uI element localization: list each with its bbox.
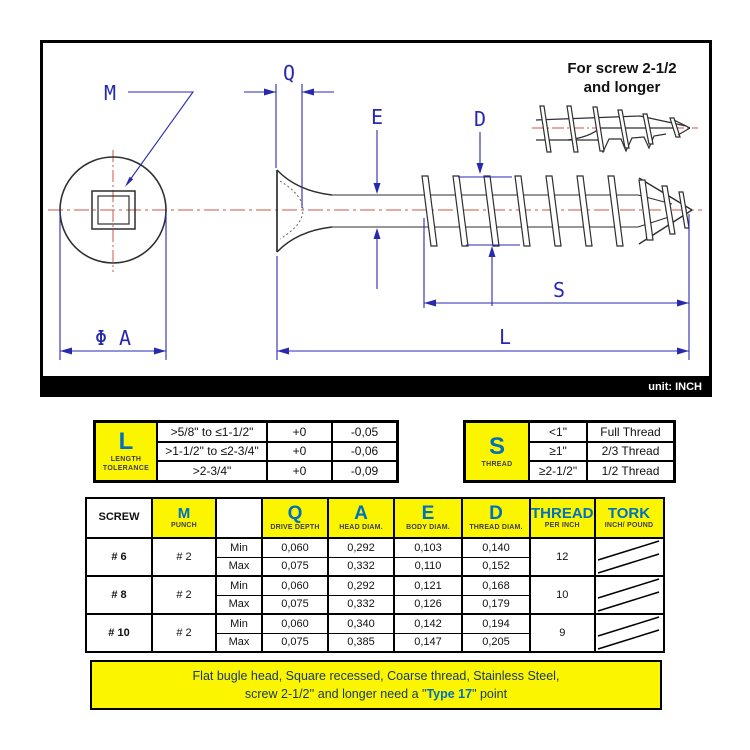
table-row	[86, 538, 664, 557]
unit-label: unit: INCH	[648, 381, 702, 393]
tork-na-cell	[595, 538, 664, 576]
s-value: 1/2 Thread	[587, 461, 674, 481]
e-min: 0,142	[394, 614, 462, 633]
l-table-caption2: TOLERANCE	[102, 465, 150, 473]
e-min: 0,121	[394, 576, 462, 595]
a-min: 0,292	[328, 538, 394, 557]
dim-label-e: E	[370, 105, 384, 129]
l-minus: -0,05	[332, 422, 397, 442]
min-label: Min	[216, 538, 262, 557]
dim-label-s: S	[552, 278, 566, 302]
s-value: Full Thread	[587, 422, 674, 442]
col-header-screw: SCREW	[86, 498, 152, 538]
e-max: 0,147	[394, 633, 462, 652]
q-max: 0,075	[262, 557, 328, 576]
q-min: 0,060	[262, 576, 328, 595]
diagonal-na-marks	[596, 577, 661, 613]
d-min: 0,140	[462, 538, 530, 557]
col-header-blank	[216, 498, 262, 538]
header-thread-sub: PER INCH	[544, 522, 580, 530]
s-range: <1"	[529, 422, 587, 442]
l-range: >1-1/2" to ≤2-3/4"	[157, 442, 267, 462]
a-max: 0,332	[328, 557, 394, 576]
min-label: Min	[216, 614, 262, 633]
a-min: 0,340	[328, 614, 394, 633]
e-max: 0,110	[394, 557, 462, 576]
punch-size: # 2	[152, 576, 216, 614]
l-range: >2-3/4"	[157, 461, 267, 481]
tork-na-cell	[595, 576, 664, 614]
tork-na-cell	[595, 614, 664, 652]
diagonal-na-marks	[596, 615, 661, 651]
col-header-m	[152, 498, 216, 538]
thread-per-inch: 12	[530, 538, 595, 576]
table-row	[86, 576, 664, 595]
col-header-a	[328, 498, 394, 538]
a-min: 0,292	[328, 576, 394, 595]
min-label: Min	[216, 576, 262, 595]
header-q-letter: Q	[287, 503, 303, 525]
d-max: 0,152	[462, 557, 530, 576]
d-min: 0,194	[462, 614, 530, 633]
l-plus: +0	[267, 461, 332, 481]
col-header-e	[394, 498, 462, 538]
note-line2: and longer	[583, 79, 661, 96]
screw-size: # 10	[86, 614, 152, 652]
l-minus: -0,06	[332, 442, 397, 462]
d-min: 0,168	[462, 576, 530, 595]
unit-bar	[41, 376, 711, 396]
col-header-thread	[530, 498, 595, 538]
max-label: Max	[216, 595, 262, 614]
screw-size: # 6	[86, 538, 152, 576]
header-tork-sub: INCH/ POUND	[604, 522, 654, 530]
header-d-letter: D	[489, 503, 503, 525]
header-e-letter: E	[421, 503, 435, 525]
l-plus: +0	[267, 442, 332, 462]
q-min: 0,060	[262, 538, 328, 557]
col-header-tork	[595, 498, 664, 538]
length-tolerance-table	[93, 420, 399, 483]
q-max: 0,075	[262, 595, 328, 614]
q-max: 0,075	[262, 633, 328, 652]
e-max: 0,126	[394, 595, 462, 614]
punch-size: # 2	[152, 538, 216, 576]
q-min: 0,060	[262, 614, 328, 633]
thread-per-inch: 10	[530, 576, 595, 614]
dim-label-d: D	[473, 107, 487, 131]
dim-label-q: Q	[282, 61, 296, 85]
description-line2	[245, 685, 507, 703]
header-d-sub: THREAD DIAM.	[469, 524, 523, 532]
l-table-code: L	[118, 428, 134, 456]
description-banner	[90, 660, 662, 710]
s-value: 2/3 Thread	[587, 442, 674, 462]
l-table-header	[95, 422, 157, 481]
note-line1: For screw 2-1/2	[567, 60, 677, 77]
thread-length-table	[463, 420, 676, 483]
description-line2-prefix: screw 2-1/2'' and longer need a "	[244, 687, 427, 701]
header-q-sub: DRIVE DEPTH	[270, 524, 320, 532]
s-table-caption: THREAD	[481, 460, 513, 468]
col-header-d	[462, 498, 530, 538]
dim-label-m: M	[103, 81, 117, 105]
technical-drawing	[40, 40, 712, 397]
header-m-sub: PUNCH	[171, 522, 197, 530]
header-tork-word: TORK	[607, 505, 651, 523]
header-thread-word: THREAD	[531, 505, 594, 523]
max-label: Max	[216, 557, 262, 576]
thread-per-inch: 9	[530, 614, 595, 652]
s-range: ≥1"	[529, 442, 587, 462]
l-range: >5/8" to ≤1-1/2"	[157, 422, 267, 442]
d-max: 0,205	[462, 633, 530, 652]
l-minus: -0,09	[332, 461, 397, 481]
s-table-header	[465, 422, 529, 481]
description-line2-suffix: " point	[472, 687, 508, 701]
header-m-letter: M	[177, 505, 191, 523]
a-max: 0,385	[328, 633, 394, 652]
screw-size: # 8	[86, 576, 152, 614]
l-plus: +0	[267, 422, 332, 442]
description-line1: Flat bugle head, Square recessed, Coarse thread, Stainless Steel,	[192, 668, 560, 683]
header-a-letter: A	[354, 503, 368, 525]
a-max: 0,332	[328, 595, 394, 614]
table-row	[86, 614, 664, 633]
type17-highlight: Type 17	[426, 687, 473, 701]
s-table-code: S	[488, 432, 505, 460]
d-max: 0,179	[462, 595, 530, 614]
header-e-sub: BODY DIAM.	[406, 524, 450, 532]
header-a-sub: HEAD DIAM.	[339, 524, 383, 532]
dim-label-l: L	[498, 325, 512, 349]
dim-label-phi-a: Φ A	[94, 326, 132, 350]
diagonal-na-marks	[596, 539, 661, 575]
e-min: 0,103	[394, 538, 462, 557]
col-header-q	[262, 498, 328, 538]
s-range: ≥2-1/2"	[529, 461, 587, 481]
l-table-caption1: LENGTH	[110, 456, 142, 464]
screw-spec-table	[85, 497, 665, 653]
punch-size: # 2	[152, 614, 216, 652]
max-label: Max	[216, 633, 262, 652]
